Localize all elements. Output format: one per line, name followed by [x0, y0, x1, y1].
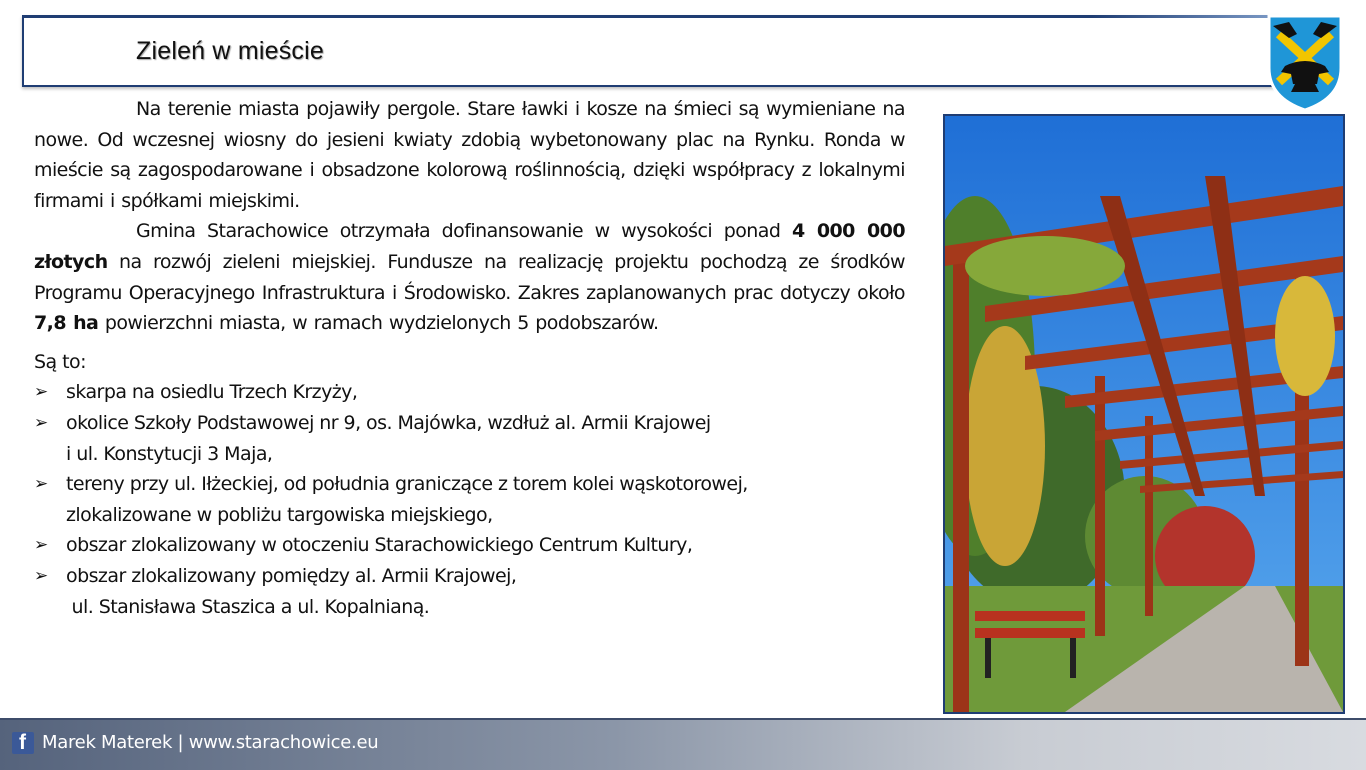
list-item: [34, 408, 905, 469]
list-item: [34, 530, 905, 561]
funding-area: 7,8 ha: [34, 312, 99, 335]
main-content: [34, 94, 905, 622]
arrow-bullet-icon: ➢: [34, 412, 48, 433]
funding-amount: 4 000 000 złotych: [34, 220, 905, 273]
list-lead: Są to:: [34, 350, 86, 373]
arrow-bullet-icon: ➢: [34, 382, 48, 403]
arrow-bullet-icon: ➢: [34, 535, 48, 556]
footer-credit: Marek Materek | www.starachowice.eu: [42, 732, 379, 753]
pergola-illustration: [945, 116, 1343, 712]
list-item: [34, 561, 905, 622]
funding-text-start: Gmina Starachowice otrzymała dofinansowanie w wysokości ponad: [136, 220, 792, 243]
funding-text-end: powierzchni miasta, w ramach wydzielonych 5 podobszarów.: [98, 312, 659, 335]
facebook-icon[interactable]: f: [12, 732, 34, 754]
arrow-bullet-icon: ➢: [34, 474, 48, 495]
coat-of-arms-icon: [1265, 12, 1345, 112]
area-list: [34, 377, 905, 622]
paragraph-funding: [34, 216, 905, 338]
list-item-text: okolice Szkoły Podstawowej nr 9, os. Majówka, wzdłuż al. Armii Krajowej: [66, 411, 711, 434]
list-item-text: skarpa na osiedlu Trzech Krzyży,: [66, 381, 358, 404]
list-item-continuation: zlokalizowane w pobliżu targowiska miejskiego,: [66, 503, 493, 526]
list-item-text: obszar zlokalizowany pomiędzy al. Armii Krajowej,: [66, 564, 517, 587]
footer-bar: [0, 718, 1366, 770]
list-item-text: obszar zlokalizowany w otoczeniu Starachowickiego Centrum Kultury,: [66, 534, 693, 557]
paragraph-intro: Na terenie miasta pojawiły pergole. Stare ławki i kosze na śmieci są wymieniane na nowe. Od wczesnej wiosny do jesieni kwiaty zdobią wybetonowany plac na Rynku. Ronda w mieście są zagospodarowane i obsadzone kolorową roślinnością, dzięki współpracy z lokalnymi firmami i spółkami miejskimi.: [34, 98, 905, 212]
funding-text-mid: na rozwój zieleni miejskiej. Fundusze na realizację projektu pochodzą ze środków Programu Operacyjnego Infrastruktura i Środowisko. Zakres zaplanowanych prac dotyczy około: [34, 250, 905, 304]
list-item-continuation: ul. Stanisława Staszica a ul. Kopalnianą.: [66, 595, 430, 618]
pergola-photo: [943, 114, 1345, 714]
page-title: Zieleń w mieście: [136, 37, 324, 65]
list-item: [34, 469, 905, 530]
arrow-bullet-icon: ➢: [34, 565, 48, 586]
list-item-text: tereny przy ul. Iłżeckiej, od południa graniczące z torem kolei wąskotorowej,: [66, 473, 748, 496]
list-item-continuation: i ul. Konstytucji 3 Maja,: [66, 442, 273, 465]
list-item: [34, 377, 905, 408]
